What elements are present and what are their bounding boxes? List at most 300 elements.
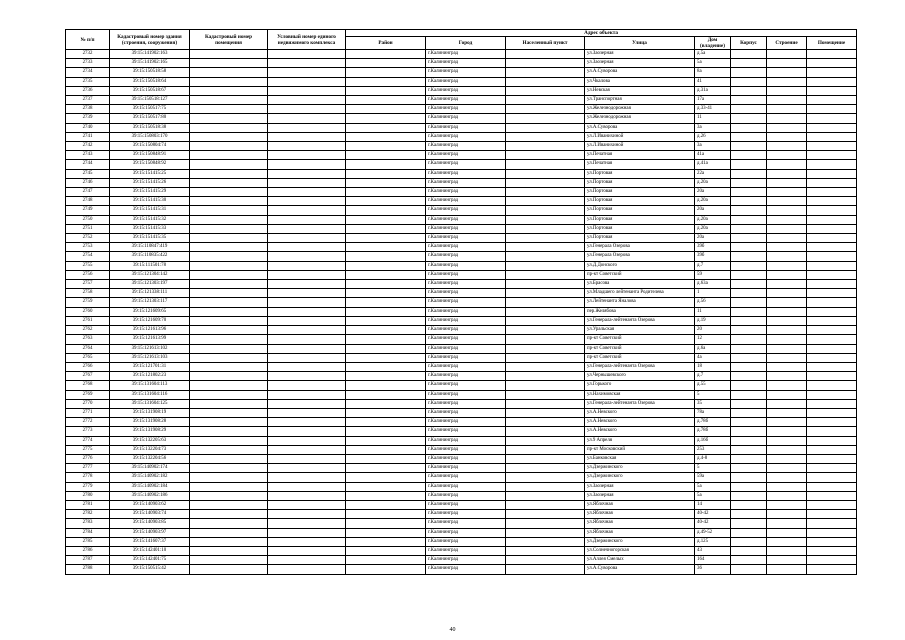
cell-district (346, 464, 426, 473)
cell-conditional-complex (268, 188, 346, 197)
cell-room (807, 500, 857, 509)
cell-conditional-complex (268, 519, 346, 528)
cell-room (807, 160, 857, 169)
cell-cadastral-room (190, 252, 268, 261)
cell-cadastral-building: 39:15:141902:165 (110, 59, 190, 68)
cell-room (807, 178, 857, 187)
cell-block (731, 473, 767, 482)
cell-house: 5а (695, 482, 731, 491)
cell-num: 2775 (66, 445, 110, 454)
cell-block (731, 197, 767, 206)
cell-settlement (506, 316, 585, 325)
cell-city: г.Калининград (426, 132, 506, 141)
cell-house: д.41а (695, 160, 731, 169)
table-row (66, 50, 857, 59)
cell-room (807, 316, 857, 325)
cell-num: 2735 (66, 77, 110, 86)
cell-block (731, 372, 767, 381)
cell-structure (767, 105, 807, 114)
cell-cadastral-building: 39:15:140902:174 (110, 464, 190, 473)
cell-house: 4а (695, 353, 731, 362)
cell-settlement (506, 307, 585, 316)
cell-street: ул.Нахимовская (585, 390, 695, 399)
cell-block (731, 86, 767, 95)
cell-settlement (506, 59, 585, 68)
cell-house: 1 (695, 289, 731, 298)
cell-street: ул.А.Невского (585, 427, 695, 436)
cell-block (731, 234, 767, 243)
cell-house: 41 (695, 77, 731, 86)
cell-settlement (506, 77, 585, 86)
cell-structure (767, 316, 807, 325)
cell-structure (767, 178, 807, 187)
table-row (66, 261, 857, 270)
table-row (66, 473, 857, 482)
cell-num: 2788 (66, 565, 110, 574)
cell-district (346, 528, 426, 537)
cell-city: г.Калининград (426, 500, 506, 509)
cell-cadastral-room (190, 482, 268, 491)
cell-district (346, 178, 426, 187)
cell-conditional-complex (268, 399, 346, 408)
cell-district (346, 114, 426, 123)
cell-district (346, 408, 426, 417)
cell-cadastral-room (190, 197, 268, 206)
cell-num: 2766 (66, 362, 110, 371)
table-row (66, 234, 857, 243)
cell-room (807, 491, 857, 500)
cell-room (807, 399, 857, 408)
cell-street: ул.Заозерная (585, 50, 695, 59)
cell-settlement (506, 362, 585, 371)
cell-conditional-complex (268, 86, 346, 95)
cell-num: 2739 (66, 114, 110, 123)
cell-house: 20 (695, 326, 731, 335)
cell-block (731, 261, 767, 270)
cell-house: 59а (695, 473, 731, 482)
table-row (66, 169, 857, 178)
cell-structure (767, 50, 807, 59)
cell-district (346, 565, 426, 574)
cell-conditional-complex (268, 500, 346, 509)
cell-cadastral-building: 39:15:150518:64 (110, 77, 190, 86)
cell-room (807, 353, 857, 362)
cell-num: 2769 (66, 390, 110, 399)
cell-cadastral-room (190, 427, 268, 436)
cell-cadastral-building: 39:15:121338:111 (110, 289, 190, 298)
cell-city: г.Калининград (426, 454, 506, 463)
cell-conditional-complex (268, 96, 346, 105)
cell-district (346, 252, 426, 261)
cell-block (731, 105, 767, 114)
cell-street: пр-кт Советский (585, 335, 695, 344)
cell-cadastral-room (190, 390, 268, 399)
table-row (66, 132, 857, 141)
cell-cadastral-building: 39:15:150518:58 (110, 68, 190, 77)
header-room: Помещение (807, 37, 857, 50)
header-cadastral-building: Кадастровый номер здания (строения, сооружения) (110, 30, 190, 50)
cell-cadastral-room (190, 151, 268, 160)
cell-cadastral-room (190, 353, 268, 362)
cell-cadastral-building: 39:15:131604:125 (110, 399, 190, 408)
cell-num: 2772 (66, 418, 110, 427)
cell-settlement (506, 298, 585, 307)
cell-district (346, 353, 426, 362)
cell-settlement (506, 114, 585, 123)
cell-structure (767, 491, 807, 500)
cell-conditional-complex (268, 252, 346, 261)
table-row (66, 528, 857, 537)
cell-settlement (506, 132, 585, 141)
cell-house: д.20а (695, 178, 731, 187)
cell-structure (767, 160, 807, 169)
cell-district (346, 445, 426, 454)
cell-settlement (506, 454, 585, 463)
cell-settlement (506, 206, 585, 215)
cell-room (807, 307, 857, 316)
cell-city: г.Калининград (426, 362, 506, 371)
cell-structure (767, 270, 807, 279)
cell-city: г.Калининград (426, 50, 506, 59)
cell-district (346, 537, 426, 546)
cell-structure (767, 464, 807, 473)
cell-district (346, 418, 426, 427)
cell-city: г.Калининград (426, 491, 506, 500)
cell-room (807, 261, 857, 270)
cell-structure (767, 537, 807, 546)
cell-house: 164 (695, 556, 731, 565)
cell-room (807, 151, 857, 160)
cell-cadastral-building: 39:15:150848:92 (110, 160, 190, 169)
cell-city: г.Калининград (426, 261, 506, 270)
cell-conditional-complex (268, 234, 346, 243)
cell-cadastral-building: 39:15:150848:91 (110, 151, 190, 160)
cell-street: пр-кт Советский (585, 353, 695, 362)
cell-structure (767, 261, 807, 270)
cell-cadastral-room (190, 132, 268, 141)
cell-num: 2756 (66, 270, 110, 279)
cell-block (731, 565, 767, 574)
cell-settlement (506, 408, 585, 417)
cell-house: 40-42 (695, 510, 731, 519)
cell-conditional-complex (268, 178, 346, 187)
cell-conditional-complex (268, 372, 346, 381)
header-structure: Строение (767, 37, 807, 50)
cell-cadastral-room (190, 77, 268, 86)
cell-settlement (506, 381, 585, 390)
cell-house: 41а (695, 151, 731, 160)
cell-room (807, 59, 857, 68)
cell-block (731, 307, 767, 316)
cell-room (807, 528, 857, 537)
cell-structure (767, 96, 807, 105)
cell-structure (767, 482, 807, 491)
cell-block (731, 399, 767, 408)
cell-street: ул.Печатная (585, 160, 695, 169)
cell-cadastral-building: 39:15:110847:419 (110, 243, 190, 252)
cell-city: г.Калининград (426, 298, 506, 307)
cell-house: д.78б (695, 427, 731, 436)
cell-room (807, 289, 857, 298)
cell-block (731, 178, 767, 187)
cell-cadastral-building: 39:15:121802:23 (110, 372, 190, 381)
cell-structure (767, 197, 807, 206)
cell-city: г.Калининград (426, 537, 506, 546)
cell-settlement (506, 123, 585, 132)
cell-cadastral-room (190, 500, 268, 509)
cell-settlement (506, 399, 585, 408)
cell-cadastral-room (190, 178, 268, 187)
cell-cadastral-building: 39:15:140902:186 (110, 491, 190, 500)
cell-structure (767, 362, 807, 371)
cell-street: ул.Невская (585, 86, 695, 95)
cell-street: ул.Печатная (585, 151, 695, 160)
cell-block (731, 362, 767, 371)
cell-block (731, 537, 767, 546)
cell-city: г.Калининград (426, 123, 506, 132)
cell-district (346, 96, 426, 105)
header-district: Район (346, 37, 426, 50)
cell-conditional-complex (268, 528, 346, 537)
cell-settlement (506, 537, 585, 546)
cell-house: 40-42 (695, 519, 731, 528)
cell-structure (767, 188, 807, 197)
cell-street: ул.Генерала Озерова (585, 243, 695, 252)
cell-structure (767, 123, 807, 132)
cell-num: 2749 (66, 206, 110, 215)
cell-structure (767, 565, 807, 574)
cell-room (807, 565, 857, 574)
cell-num: 2746 (66, 178, 110, 187)
cell-cadastral-room (190, 326, 268, 335)
cell-block (731, 326, 767, 335)
cell-district (346, 510, 426, 519)
cell-house: 20а (695, 234, 731, 243)
cell-structure (767, 243, 807, 252)
cell-structure (767, 142, 807, 151)
cell-cadastral-building: 39:15:121613:96 (110, 326, 190, 335)
cell-street: ул.Аллея Смелых (585, 556, 695, 565)
cell-conditional-complex (268, 105, 346, 114)
cell-city: г.Калининград (426, 418, 506, 427)
cell-district (346, 491, 426, 500)
table-row (66, 307, 857, 316)
cell-conditional-complex (268, 326, 346, 335)
cell-settlement (506, 565, 585, 574)
cell-house: 5 (695, 390, 731, 399)
cell-room (807, 473, 857, 482)
cell-conditional-complex (268, 77, 346, 86)
cell-cadastral-building: 39:15:131908:19 (110, 408, 190, 417)
cell-house: 59 (695, 270, 731, 279)
table-row (66, 59, 857, 68)
cell-block (731, 427, 767, 436)
cell-city: г.Калининград (426, 565, 506, 574)
cell-cadastral-room (190, 280, 268, 289)
cell-cadastral-building: 39:15:150518:127 (110, 96, 190, 105)
cell-house: 5а (695, 59, 731, 68)
cell-block (731, 500, 767, 509)
header-cadastral-room: Кадастровый номер помещения (190, 30, 268, 50)
cell-district (346, 326, 426, 335)
cell-district (346, 372, 426, 381)
cell-house: 3а (695, 123, 731, 132)
cell-block (731, 77, 767, 86)
table-header (66, 30, 857, 50)
cell-cadastral-building: 39:15:150804:74 (110, 142, 190, 151)
cell-cadastral-room (190, 519, 268, 528)
cell-house: д.31а (695, 86, 731, 95)
cell-house: д.63а (695, 280, 731, 289)
cell-num: 2764 (66, 344, 110, 353)
cell-block (731, 169, 767, 178)
cell-city: г.Калининград (426, 197, 506, 206)
cell-district (346, 261, 426, 270)
cell-num: 2787 (66, 556, 110, 565)
cell-city: г.Калининград (426, 372, 506, 381)
cell-street: ул.9 Апреля (585, 436, 695, 445)
cell-city: г.Калининград (426, 381, 506, 390)
cell-house: 8а (695, 68, 731, 77)
cell-block (731, 59, 767, 68)
cell-district (346, 234, 426, 243)
cell-room (807, 556, 857, 565)
cell-house: 3а (695, 142, 731, 151)
cell-cadastral-room (190, 436, 268, 445)
cell-room (807, 537, 857, 546)
cell-cadastral-building: 39:15:132205:63 (110, 436, 190, 445)
cell-district (346, 436, 426, 445)
cell-city: г.Калининград (426, 96, 506, 105)
cell-cadastral-room (190, 372, 268, 381)
table-row (66, 252, 857, 261)
cell-block (731, 132, 767, 141)
cell-block (731, 188, 767, 197)
cell-city: г.Калининград (426, 59, 506, 68)
cell-settlement (506, 464, 585, 473)
cell-room (807, 298, 857, 307)
cell-num: 2776 (66, 454, 110, 463)
cell-structure (767, 436, 807, 445)
cell-district (346, 86, 426, 95)
cell-city: г.Калининград (426, 77, 506, 86)
cell-street: пр-кт Советский (585, 270, 695, 279)
cell-room (807, 454, 857, 463)
cell-conditional-complex (268, 68, 346, 77)
cell-room (807, 372, 857, 381)
cell-num: 2747 (66, 188, 110, 197)
cell-city: г.Калининград (426, 482, 506, 491)
cell-block (731, 344, 767, 353)
cell-conditional-complex (268, 390, 346, 399)
cell-num: 2765 (66, 353, 110, 362)
cell-cadastral-building: 39:15:151415:29 (110, 188, 190, 197)
cell-room (807, 243, 857, 252)
cell-house: 43 (695, 546, 731, 555)
cell-conditional-complex (268, 436, 346, 445)
cell-block (731, 298, 767, 307)
cell-street: ул.А.Суворова (585, 68, 695, 77)
cell-settlement (506, 280, 585, 289)
cell-num: 2754 (66, 252, 110, 261)
cell-structure (767, 151, 807, 160)
cell-block (731, 270, 767, 279)
cell-settlement (506, 215, 585, 224)
cell-cadastral-room (190, 68, 268, 77)
cell-num: 2770 (66, 399, 110, 408)
header-settlement: Населенный пункт (506, 37, 585, 50)
cell-house: 20а (695, 206, 731, 215)
cell-house: д.16б (695, 436, 731, 445)
table-row (66, 215, 857, 224)
cell-conditional-complex (268, 114, 346, 123)
cell-structure (767, 454, 807, 463)
cell-conditional-complex (268, 142, 346, 151)
cell-room (807, 510, 857, 519)
cell-structure (767, 372, 807, 381)
table-row (66, 105, 857, 114)
cell-house: д.4-8 (695, 454, 731, 463)
cell-room (807, 519, 857, 528)
cell-structure (767, 418, 807, 427)
cell-room (807, 362, 857, 371)
cell-street: ул.Генерала-лейтенанта Озерова (585, 316, 695, 325)
cell-num: 2738 (66, 105, 110, 114)
cell-district (346, 188, 426, 197)
cell-city: г.Калининград (426, 289, 506, 298)
cell-cadastral-building: 39:15:140902:184 (110, 482, 190, 491)
cell-street: ул.Солнечногорская (585, 546, 695, 555)
cell-settlement (506, 390, 585, 399)
table-row (66, 399, 857, 408)
cell-num: 2768 (66, 381, 110, 390)
cell-room (807, 142, 857, 151)
cell-house: д.125 (695, 537, 731, 546)
cell-cadastral-room (190, 234, 268, 243)
cell-street: ул.Дзержинского (585, 537, 695, 546)
cell-settlement (506, 252, 585, 261)
cell-cadastral-building: 39:15:151415:35 (110, 234, 190, 243)
table-row (66, 408, 857, 417)
cell-district (346, 243, 426, 252)
cell-city: г.Калининград (426, 326, 506, 335)
cell-house: 78а (695, 408, 731, 417)
cell-district (346, 169, 426, 178)
cell-cadastral-room (190, 335, 268, 344)
cell-cadastral-building: 39:15:121303:117 (110, 298, 190, 307)
cell-room (807, 326, 857, 335)
cell-num: 2777 (66, 464, 110, 473)
cell-conditional-complex (268, 298, 346, 307)
cell-block (731, 445, 767, 454)
cell-conditional-complex (268, 418, 346, 427)
cell-structure (767, 86, 807, 95)
cell-district (346, 206, 426, 215)
cell-block (731, 280, 767, 289)
cell-conditional-complex (268, 464, 346, 473)
cell-street: ул.А.Невского (585, 418, 695, 427)
cell-conditional-complex (268, 280, 346, 289)
cell-cadastral-building: 39:15:121304:142 (110, 270, 190, 279)
cell-district (346, 454, 426, 463)
cell-room (807, 335, 857, 344)
cell-street: ул.Чкалова (585, 77, 695, 86)
cell-block (731, 390, 767, 399)
cell-city: г.Калининград (426, 169, 506, 178)
cell-house: д.49-52 (695, 528, 731, 537)
cell-block (731, 68, 767, 77)
cell-structure (767, 169, 807, 178)
